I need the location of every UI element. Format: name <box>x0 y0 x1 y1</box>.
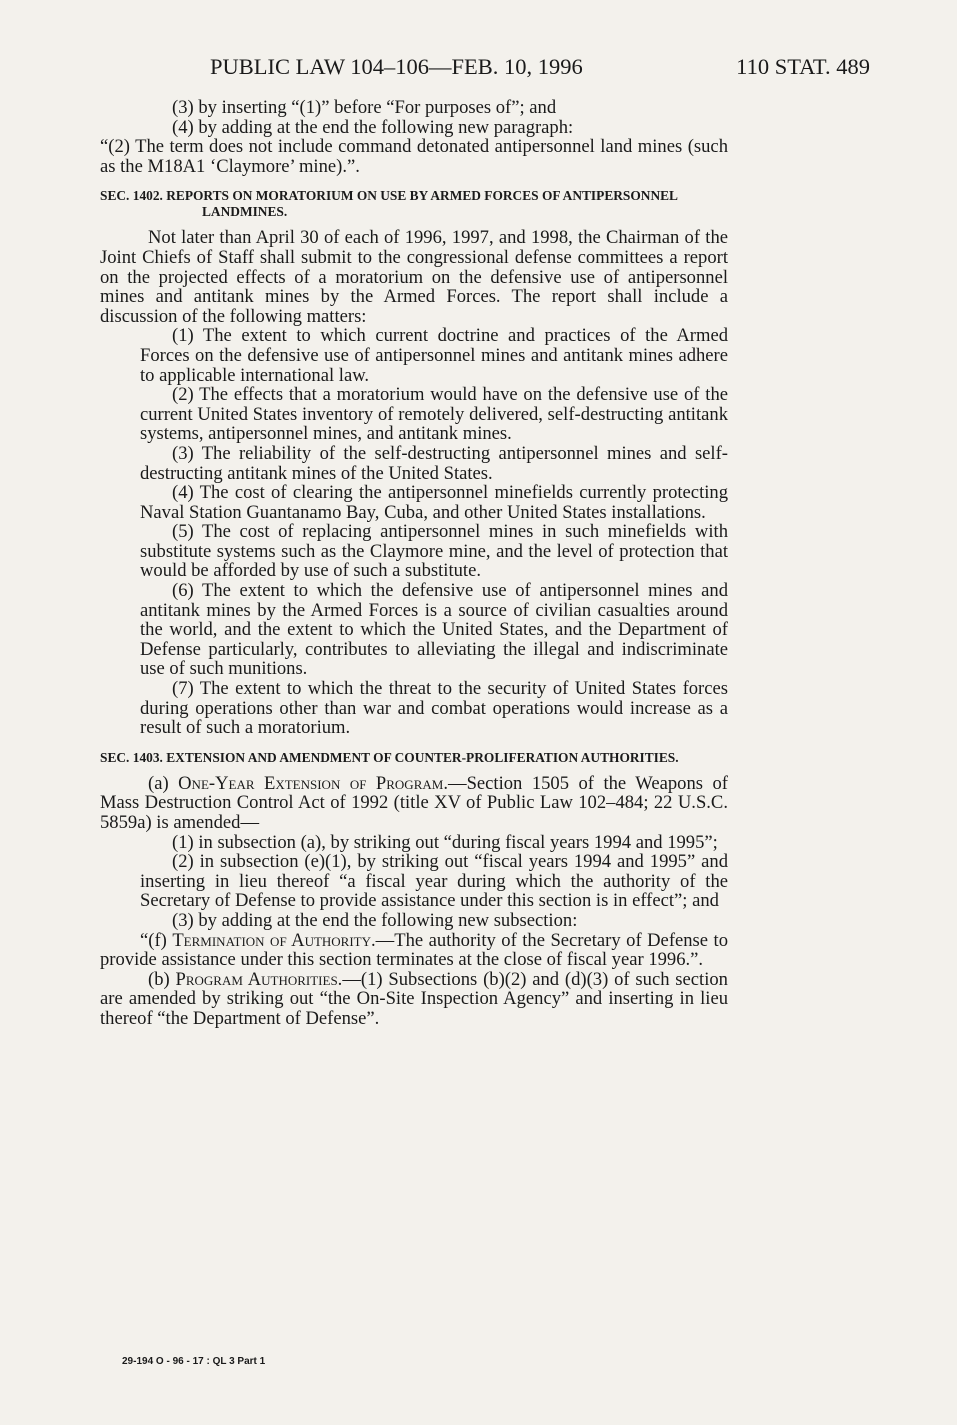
subsection-f-text: —The authority of the Secretary of Defense to provide assistance under this section terminates at the close of fiscal year 1996.”. <box>100 929 728 971</box>
paragraph-3: (3) by inserting “(1)” before “For purposes of”; and <box>172 97 557 118</box>
section-1402-item: (4) The cost of clearing the antipersonnel minefields currently protecting Naval Station Guantanamo Bay, Cuba, and other United States installations. <box>140 482 728 523</box>
subsection-a-label: (a) <box>148 772 179 794</box>
paragraph-4-quote: “(2) The term does not include command detonated antipersonnel land mines (such as the M18A1 ‘Claymore’ mine).”. <box>100 136 728 177</box>
subsection-f-label: “(f) <box>140 929 173 951</box>
subsection-b <box>100 970 728 1029</box>
subsection-b-text: —(1) Subsections (b)(2) and (d)(3) of such section are amended by striking out “the On-Site Inspection Agency” and inserting in lieu thereof “the Department of Defense”. <box>100 968 728 1029</box>
subsection-b-caption: Program Authorities. <box>175 968 343 990</box>
paragraph-4: (4) by adding at the end the following new paragraph: <box>172 116 574 138</box>
print-footer: 29-194 O - 96 - 17 : QL 3 Part 1 <box>122 1356 266 1367</box>
section-1402-item: (2) The effects that a moratorium would have on the defensive use of the current United States inventory of remotely delivered, self-destructing antitank systems, antipersonnel mines, and antitank mines. <box>140 384 728 445</box>
subsection-a-item: (1) in subsection (a), by striking out “during fiscal years 1994 and 1995”; <box>172 831 718 853</box>
subsection-a <box>100 774 728 833</box>
subsection-a-caption: One-Year Extension of Program. <box>178 772 448 794</box>
statute-reference: 110 STAT. 489 <box>736 54 870 79</box>
section-1403-heading: SEC. 1403. EXTENSION AND AMENDMENT OF COUNTER-PROLIFERATION AUTHORITIES. <box>100 749 679 765</box>
section-1402-item: (1) The extent to which current doctrine and practices of the Armed Forces on the defensive use of antipersonnel mines and antitank mines adhere to applicable international law. <box>140 325 728 386</box>
section-1402-heading: SEC. 1402. REPORTS ON MORATORIUM ON USE BY ARMED FORCES OF ANTIPERSONNEL LANDMINES. <box>100 188 678 220</box>
subsection-b-label: (b) <box>148 968 176 990</box>
section-1402-item: (3) The reliability of the self-destructing antipersonnel mines and self-destructing antitank mines of the United States. <box>140 442 728 484</box>
section-1402-intro: Not later than April 30 of each of 1996, 1997, and 1998, the Chairman of the Joint Chiefs of Staff shall submit to the congressional defense committees a report on the projected effects of a moratorium on the defensive use of antipersonnel mines and antitank mines by the Armed Forces. The report shall include a discussion of the following matters: <box>100 227 728 327</box>
document-body <box>100 98 728 1029</box>
subsection-f-caption: Termination of Authority. <box>172 929 376 951</box>
section-1402-item: (5) The cost of replacing antipersonnel mines in such minefields with substitute systems such as the Claymore mine, and the level of protection that would be afforded by use of such a substitute. <box>140 521 728 582</box>
subsection-a-item: (2) in subsection (e)(1), by striking out “fiscal years 1994 and 1995” and inserting in lieu thereof “a fiscal year during which the authority of the Secretary of Defense to provide assistance under this section is in effect”; and <box>140 851 728 912</box>
law-title: PUBLIC LAW 104–106—FEB. 10, 1996 <box>210 54 583 79</box>
section-1402-item: (7) The extent to which the threat to the security of United States forces during operations other than war and combat operations would increase as a result of such a moratorium. <box>140 678 728 739</box>
subsection-a-item: (3) by adding at the end the following new subsection: <box>172 909 578 931</box>
subsection-f <box>100 931 728 970</box>
subsection-a-text: —Section 1505 of the Weapons of Mass Destruction Control Act of 1992 (title XV of Public Law 102–484; 22 U.S.C. 5859a) is amended— <box>100 772 728 833</box>
section-1402-item: (6) The extent to which the defensive use of antipersonnel mines and antitank mines by the Armed Forces is a source of civilian casualties around the world, and the extent to which the United States, and the Department of Defense particularly, contributes to alleviating the illegal and indiscriminate use of such munitions. <box>140 580 728 680</box>
